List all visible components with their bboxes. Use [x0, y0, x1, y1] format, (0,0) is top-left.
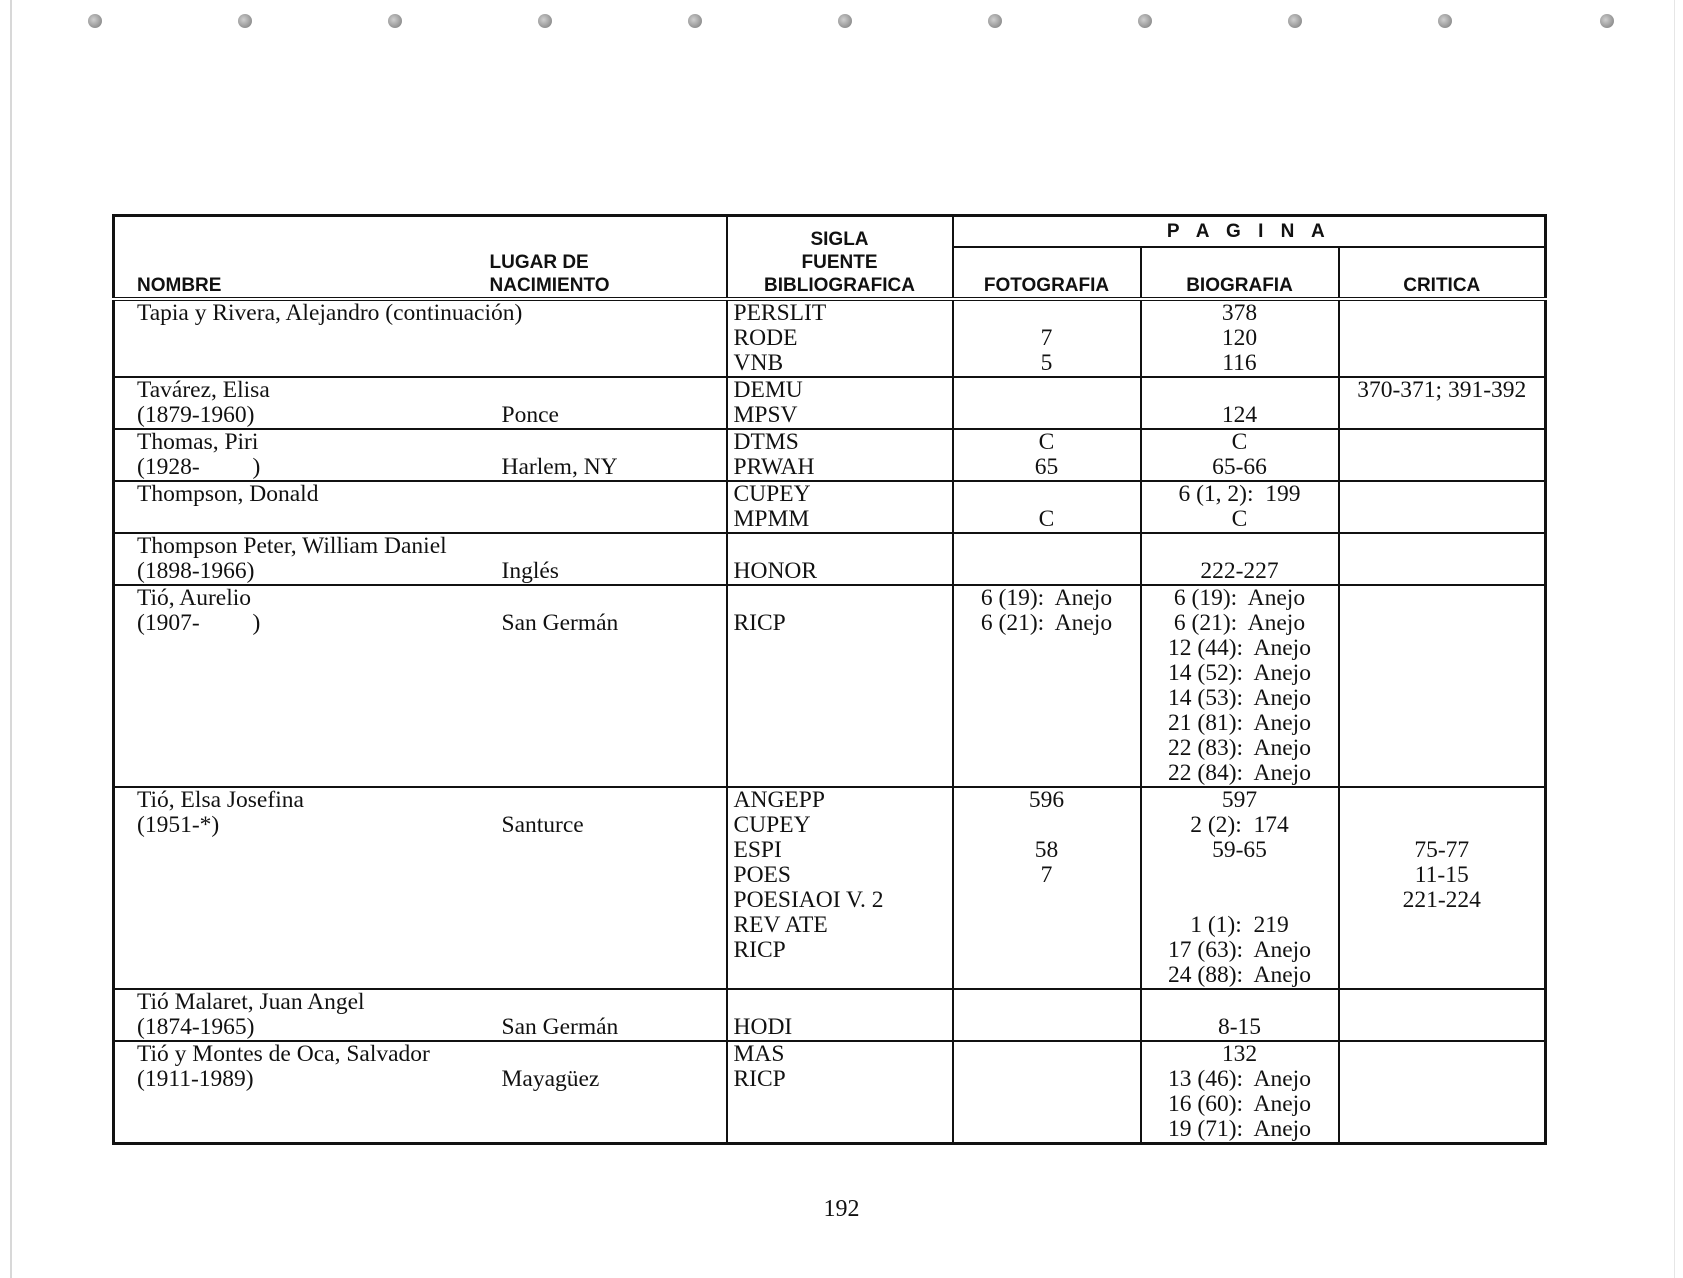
biografia-cell-value: 120	[1221, 325, 1258, 351]
fotografia-cell-value	[960, 813, 1134, 838]
biografia-cell-value: 378	[1221, 300, 1258, 326]
binder-hole	[1600, 14, 1614, 28]
critica-cell	[1339, 989, 1546, 1041]
header-biografia: BIOGRAFIA	[1141, 247, 1339, 299]
biografia-cell-value: 65-66	[1212, 454, 1267, 480]
birthplace: San Germán	[501, 1014, 619, 1040]
critica-cell-value: 11-15	[1414, 862, 1469, 888]
author-name: Tavárez, Elisa	[137, 377, 270, 403]
critica-cell	[1339, 533, 1546, 585]
header-nombre-lugar	[114, 216, 727, 300]
biografia-cell-value: 6 (21): Anejo	[1173, 610, 1306, 636]
binder-hole	[238, 14, 252, 28]
header-nombre: NOMBRE	[137, 275, 222, 296]
name-cell	[114, 989, 727, 1041]
birthplace: Harlem, NY	[501, 454, 618, 480]
biografia-cell	[1141, 1041, 1339, 1144]
sigla-cell-value: CUPEY	[733, 481, 811, 507]
biografia-cell-value: 6 (19): Anejo	[1173, 585, 1306, 611]
fotografia-cell-value	[960, 301, 1134, 326]
fotografia-cell-value: 6 (21): Anejo	[980, 610, 1113, 636]
critica-cell-value	[1346, 586, 1539, 611]
biografia-cell-value: 22 (84): Anejo	[1168, 760, 1311, 786]
sigla-cell	[727, 787, 953, 989]
critica-cell-value	[1346, 1042, 1539, 1067]
author-name: Thompson, Donald	[137, 481, 319, 507]
biografia-cell	[1141, 585, 1339, 787]
biografia-cell-value: 12 (44): Anejo	[1168, 635, 1311, 661]
name-cell	[114, 299, 727, 377]
biografia-cell-value: 597	[1221, 787, 1258, 813]
table-row	[114, 377, 1546, 429]
header-fotografia: FOTOGRAFIA	[953, 247, 1141, 299]
fotografia-cell-value: 7	[1040, 325, 1053, 351]
sigla-cell-value: MPSV	[733, 402, 798, 428]
name-cell	[114, 533, 727, 585]
fotografia-cell	[953, 1041, 1141, 1144]
author-name: Thomas, Piri	[137, 429, 259, 455]
sigla-cell-value	[734, 990, 946, 1015]
table-row	[114, 989, 1546, 1041]
binder-hole	[88, 14, 102, 28]
name-cell	[114, 585, 727, 787]
sigla-cell	[727, 377, 953, 429]
sigla-cell-value: HODI	[733, 1014, 793, 1040]
page-number: 192	[823, 1196, 860, 1222]
sigla-cell-value: RICP	[733, 610, 786, 636]
table-row	[114, 787, 1546, 989]
fotografia-cell-value	[960, 534, 1134, 559]
sigla-cell	[727, 585, 953, 787]
biografia-cell	[1141, 299, 1339, 377]
biografia-cell-value: 1 (1): 219	[1190, 912, 1289, 938]
biografia-cell-value: 24 (88): Anejo	[1168, 962, 1311, 988]
biografia-cell-value	[1148, 863, 1332, 888]
birthplace: Inglés	[501, 558, 559, 584]
name-cell	[114, 429, 727, 481]
binder-holes	[0, 14, 1683, 34]
author-name: Tió Malaret, Juan Angel	[137, 989, 365, 1015]
fotografia-cell-value	[960, 378, 1134, 403]
critica-cell	[1339, 585, 1546, 787]
fotografia-cell-value	[960, 1042, 1134, 1067]
author-name: Thompson Peter, William Daniel	[137, 533, 447, 559]
critica-cell-value	[1346, 788, 1539, 813]
critica-cell-value	[1346, 990, 1539, 1015]
fotografia-cell	[953, 989, 1141, 1041]
critica-cell	[1339, 1041, 1546, 1144]
fotografia-cell-value: C	[1038, 429, 1055, 455]
biografia-cell-value	[1148, 888, 1332, 913]
header-critica: CRITICA	[1339, 247, 1546, 299]
sigla-cell	[727, 481, 953, 533]
sigla-cell-value: MPMM	[733, 506, 810, 532]
sigla-cell-value: ANGEPP	[733, 787, 825, 813]
sigla-cell-value	[734, 586, 946, 611]
biografia-cell	[1141, 429, 1339, 481]
sigla-cell-value: RICP	[733, 937, 786, 963]
biografia-cell	[1141, 533, 1339, 585]
author-dates: (1928- )	[137, 454, 261, 480]
birthplace: San Germán	[501, 610, 619, 636]
sigla-cell-value	[734, 534, 946, 559]
sigla-cell	[727, 429, 953, 481]
critica-cell-value: 75-77	[1414, 837, 1470, 863]
critica-cell-value	[1346, 534, 1539, 559]
binder-hole	[688, 14, 702, 28]
name-cell	[114, 787, 727, 989]
biografia-cell-value: 13 (46): Anejo	[1168, 1066, 1311, 1092]
biografia-cell-value	[1148, 534, 1332, 559]
header-sigla: SIGLA FUENTE BIBLIOGRAFICA	[727, 216, 953, 300]
table-row	[114, 429, 1546, 481]
fotografia-cell-value: C	[1038, 506, 1055, 532]
biografia-cell-value: 22 (83): Anejo	[1168, 735, 1311, 761]
biografia-cell-value: 17 (63): Anejo	[1168, 937, 1311, 963]
table-row	[114, 481, 1546, 533]
fotografia-cell-value: 596	[1028, 787, 1065, 813]
biografia-cell-value: 222-227	[1200, 558, 1279, 584]
author-name: Tió y Montes de Oca, Salvador	[137, 1041, 430, 1067]
critica-cell-value	[1346, 813, 1539, 838]
sigla-cell-value: PERSLIT	[733, 300, 827, 326]
critica-cell	[1339, 299, 1546, 377]
fotografia-cell	[953, 787, 1141, 989]
fotografia-cell-value: 5	[1040, 350, 1053, 376]
table-row	[114, 585, 1546, 787]
biografia-cell-value: C	[1231, 429, 1248, 455]
birthplace: Santurce	[501, 812, 584, 838]
sigla-cell	[727, 533, 953, 585]
sigla-cell-value: REV ATE	[733, 912, 828, 938]
author-name: Tió, Elsa Josefina	[137, 787, 304, 813]
sigla-cell-value: DTMS	[733, 429, 799, 455]
fotografia-cell	[953, 429, 1141, 481]
critica-cell-value	[1346, 301, 1539, 326]
biografia-cell-value: C	[1231, 506, 1248, 532]
biografia-cell-value: 132	[1221, 1041, 1258, 1067]
biografia-cell-value: 59-65	[1212, 837, 1267, 863]
biografia-cell	[1141, 481, 1339, 533]
biografia-cell-value: 19 (71): Anejo	[1168, 1116, 1311, 1142]
fotografia-cell	[953, 377, 1141, 429]
critica-cell	[1339, 787, 1546, 989]
sigla-cell	[727, 299, 953, 377]
fotografia-cell	[953, 533, 1141, 585]
sigla-cell-value: POESIAOI V. 2	[733, 887, 884, 913]
table-row	[114, 299, 1546, 377]
sigla-cell-value: RICP	[733, 1066, 786, 1092]
critica-cell-value	[1346, 482, 1539, 507]
biografia-cell	[1141, 377, 1339, 429]
biografia-cell-value: 116	[1222, 350, 1257, 376]
author-dates: (1879-1960)	[137, 402, 255, 428]
biografia-cell-value: 8-15	[1217, 1014, 1262, 1040]
biografia-cell-value: 14 (53): Anejo	[1168, 685, 1311, 711]
sigla-cell-value: PRWAH	[733, 454, 815, 480]
critica-cell	[1339, 481, 1546, 533]
biografia-cell-value	[1148, 990, 1332, 1015]
critica-cell-value	[1346, 430, 1539, 455]
author-dates: (1874-1965)	[137, 1014, 255, 1040]
fotografia-cell-value: 65	[1034, 454, 1059, 480]
header-pagina: P A G I N A	[953, 216, 1546, 248]
biografia-cell-value: 14 (52): Anejo	[1168, 660, 1311, 686]
fotografia-cell-value: 7	[1040, 862, 1053, 888]
sigla-cell-value: POES	[733, 862, 791, 888]
author-dates: (1907- )	[137, 610, 261, 636]
birthplace: Mayagüez	[501, 1066, 600, 1092]
bibliography-table	[112, 214, 1547, 1145]
name-cell	[114, 1041, 727, 1144]
biografia-cell-value: 6 (1, 2): 199	[1178, 481, 1301, 507]
binder-hole	[1138, 14, 1152, 28]
fotografia-cell-value: 6 (19): Anejo	[980, 585, 1113, 611]
critica-cell	[1339, 429, 1546, 481]
author-name: Tapia y Rivera, Alejandro (continuación)	[137, 300, 523, 326]
sigla-cell-value: CUPEY	[733, 812, 811, 838]
sigla-cell-value: RODE	[733, 325, 798, 351]
author-dates: (1951-*)	[137, 812, 220, 838]
biografia-cell-value: 124	[1221, 402, 1258, 428]
sigla-cell-value: VNB	[733, 350, 784, 376]
fotografia-cell	[953, 481, 1141, 533]
table-row	[114, 1041, 1546, 1144]
header-lugar: LUGAR DE NACIMIENTO	[489, 252, 610, 296]
biografia-cell-value: 2 (2): 174	[1190, 812, 1289, 838]
name-cell	[114, 377, 727, 429]
binder-hole	[1288, 14, 1302, 28]
author-dates: (1911-1989)	[137, 1066, 254, 1092]
binder-hole	[388, 14, 402, 28]
sigla-cell	[727, 989, 953, 1041]
fotografia-cell	[953, 299, 1141, 377]
fotografia-cell-value: 58	[1034, 837, 1059, 863]
fotografia-cell	[953, 585, 1141, 787]
left-margin-line	[10, 0, 12, 1278]
birthplace: Ponce	[501, 402, 559, 428]
fotografia-cell-value	[960, 482, 1134, 507]
critica-cell	[1339, 377, 1546, 429]
binder-hole	[1438, 14, 1452, 28]
fotografia-cell-value	[960, 990, 1134, 1015]
author-name: Tió, Aurelio	[137, 585, 252, 611]
sigla-cell-value: HONOR	[733, 558, 818, 584]
author-dates: (1898-1966)	[137, 558, 255, 584]
sigla-cell	[727, 1041, 953, 1144]
binder-hole	[988, 14, 1002, 28]
table-row	[114, 533, 1546, 585]
biografia-cell-value: 21 (81): Anejo	[1168, 710, 1311, 736]
biografia-cell-value	[1148, 378, 1332, 403]
sigla-cell-value: DEMU	[733, 377, 803, 403]
right-margin-line	[1674, 0, 1675, 1278]
biografia-cell-value: 16 (60): Anejo	[1168, 1091, 1311, 1117]
table-body	[114, 299, 1546, 1144]
critica-cell-value: 221-224	[1402, 887, 1481, 913]
binder-hole	[538, 14, 552, 28]
sigla-cell-value: MAS	[733, 1041, 785, 1067]
biografia-cell	[1141, 787, 1339, 989]
sigla-cell-value: ESPI	[733, 837, 782, 863]
name-cell	[114, 481, 727, 533]
critica-cell-value: 370-371; 391-392	[1357, 377, 1527, 403]
binder-hole	[838, 14, 852, 28]
biografia-cell	[1141, 989, 1339, 1041]
